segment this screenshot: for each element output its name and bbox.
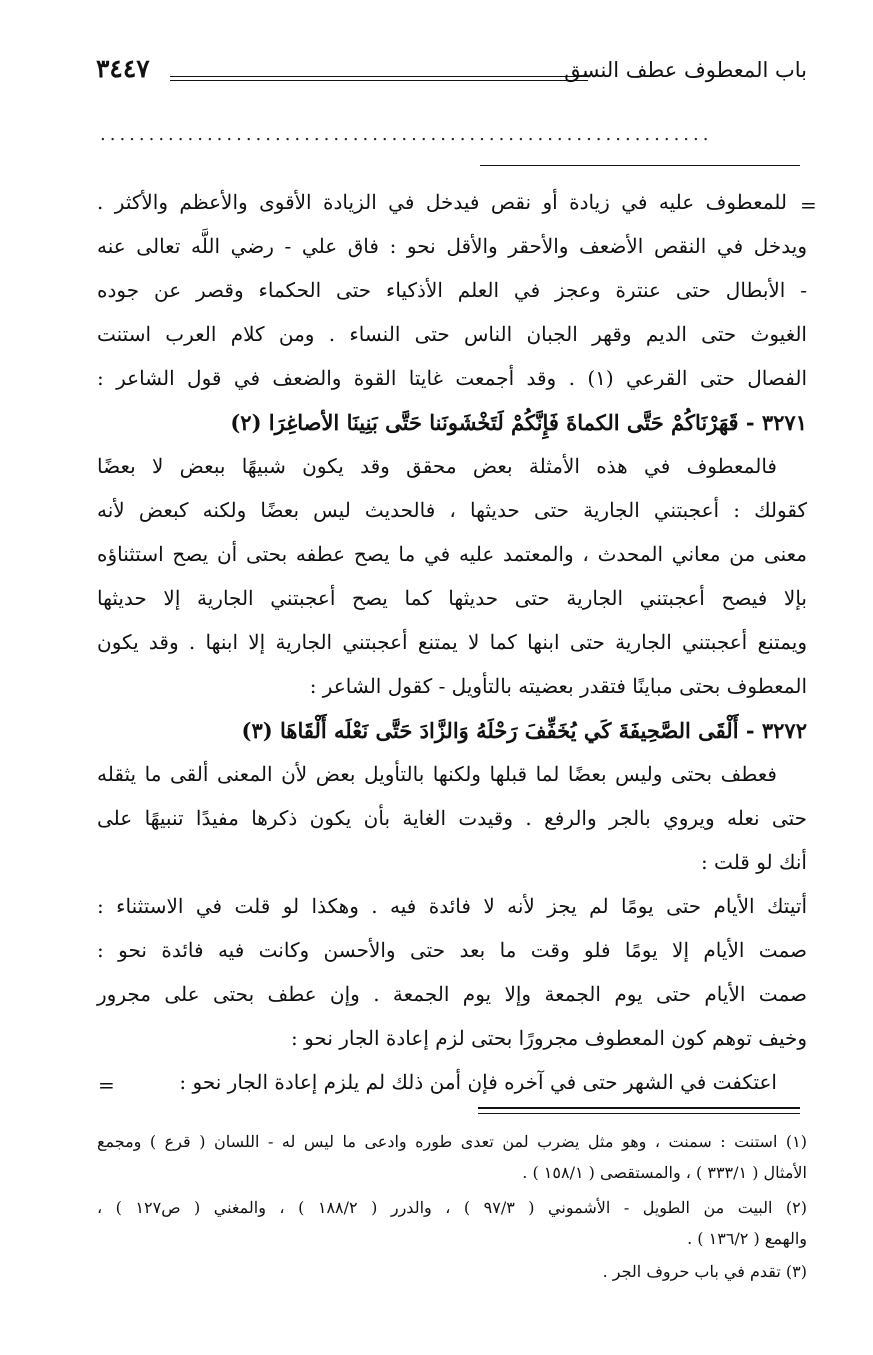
text-line: للمعطوف عليه في زيادة أو نقص فيدخل في الزيادة الأقوى والأعظم والأكثر .: [97, 190, 787, 214]
text-line: المعطوف بحتى مباينًا فتقدر بعضيته بالتأويل - كقول الشاعر :: [309, 674, 807, 698]
dotted-line: ...............................................................: [100, 124, 713, 145]
text-line: فالمعطوف في هذه الأمثلة بعض محقق وقد يكون شبيهًا ببعض لا بعضًا: [97, 454, 777, 478]
text-line: ويدخل في النقص الأضعف والأحقر والأقل نحو : فاق علي - رضي اللَّه تعالى عنه: [97, 234, 807, 258]
text-line: وخيف توهم كون المعطوف مجرورًا بحتى لزم إعادة الجار نحو :: [290, 1026, 807, 1050]
footnote-line: (١) استنت : سمنت ، وهو مثل يضرب لمن تعدى طوره وادعى ما ليس له - اللسان ( قرع ) ومجمع: [97, 1132, 807, 1151]
text-line: فعطف بحتى وليس بعضًا لما قبلها ولكنها بالتأويل بعض لأن المعنى ألقى ما يثقله: [97, 762, 777, 786]
footnote-line: (٢) البيت من الطويل - الأشموني ( ٩٧/٣ ) ، والدرر ( ١٨٨/٢ ) ، والمغني ( ص١٢٧ ) ،: [97, 1198, 808, 1217]
text-line: صمت الأيام حتى يوم الجمعة وإلا يوم الجمعة . وإن عطف بحتى على مجرور: [97, 982, 807, 1006]
separator-rule: [480, 165, 800, 166]
continuation-mark-end: =: [98, 1073, 115, 1097]
footnote-line: (٣) تقدم في باب حروف الجر .: [602, 1262, 807, 1281]
header-rule: [170, 80, 588, 81]
chapter-title: باب المعطوف عطف النسق: [564, 58, 807, 82]
text-line: الفصال حتى القرعي (١) . وقد أجمعت غايتا القوة والضعف في قول الشاعر :: [97, 366, 807, 390]
text-line: أتيتك الأيام حتى يومًا لم يجز لأنه لا فائدة فيه . وهكذا لو قلت في الاستثناء :: [97, 894, 807, 918]
footnote-line: الأمثال ( ٣٣٣/١ ) ، والمستقصى ( ١٥٨/١ ) .: [522, 1163, 807, 1182]
text-line: اعتكفت في الشهر حتى في آخره فإن أمن ذلك لم يلزم إعادة الجار نحو :: [179, 1070, 777, 1094]
verse-3272: ٣٢٧٢ - أَلْقَى الصَّحِيفَةَ كَي يُخَفِّفَ رَحْلَهُ وَالزَّادَ حَتَّى نَعْلَه أَلْقَاهَا (٣): [241, 718, 807, 743]
verse-3271: ٣٢٧١ - قَهَرْنَاكُمْ حَتَّى الكماةَ فَإِنَّكُمْ لَتَخْشَونَنا حَتَّى بَنِينَا الأصاغِرَا (٢): [230, 410, 807, 435]
text-line: - الأبطال حتى عنترة وعجز في العلم الأذكياء حتى الحكماء وقصر عن جوده: [97, 278, 807, 302]
text-line: بإلا فيصح أعجبتني الجارية حتى حديثها كما يصح أعجبتني الجارية إلا حديثها: [97, 586, 807, 610]
page-number: ٣٤٤٧: [96, 54, 150, 83]
text-line: ويمتنع أعجبتني الجارية حتى ابنها كما لا يمتنع أعجبتني الجارية إلا ابنها . وقد يكون: [97, 630, 807, 654]
text-line: الغيوث حتى الديم وقهر الجبان الناس حتى النساء . ومن كلام العرب استنت: [97, 322, 807, 346]
text-line: حتى نعله ويروي بالجر والرفع . وقيدت الغاية بأن يكون ذكرها مفيدًا تنبيهًا على: [97, 806, 807, 830]
header-rule: [170, 76, 588, 77]
footnote-rule: [478, 1113, 800, 1114]
footnote-line: والهمع ( ١٣٦/٢ ) .: [687, 1229, 807, 1248]
footnote-rule: [478, 1107, 800, 1109]
text-line: صمت الأيام إلا يومًا فلو وقت ما بعد حتى والأحسن وكانت فيه فائدة نحو :: [97, 938, 807, 962]
text-line: أنك لو قلت :: [700, 850, 807, 874]
text-line: معنى من معاني المحدث ، والمعتمد عليه في ما يصح عطفه بحتى أن يصح استثناؤه: [97, 542, 807, 566]
continuation-mark-start: =: [800, 193, 817, 217]
text-line: كقولك : أعجبتني الجارية حتى حديثها ، فالحديث ليس بعضًا ولكنه كبعض لأنه: [97, 498, 807, 522]
